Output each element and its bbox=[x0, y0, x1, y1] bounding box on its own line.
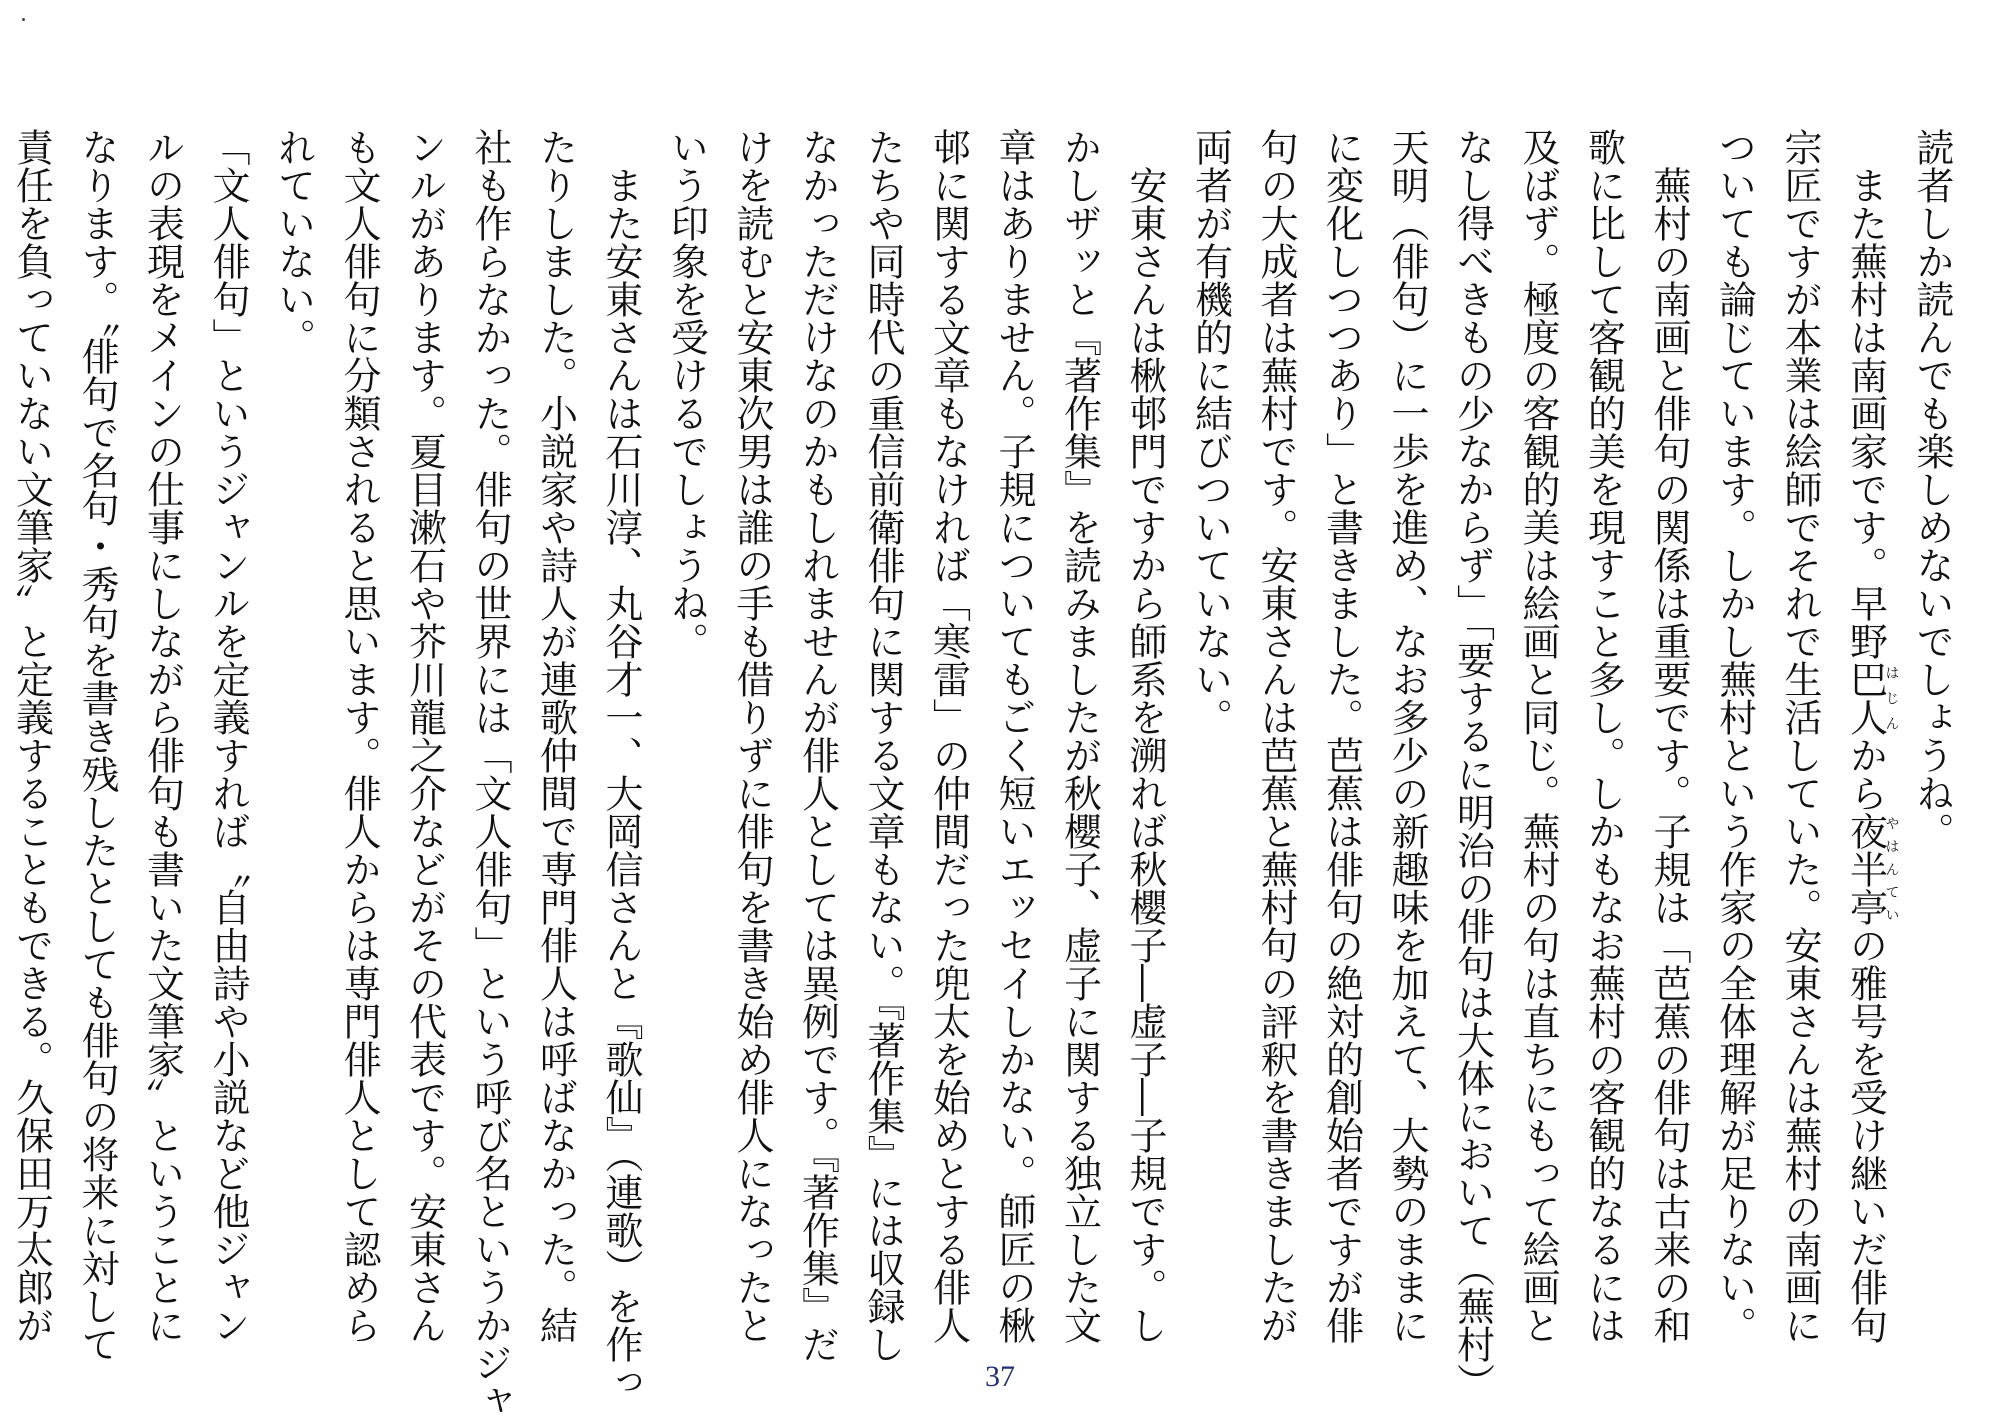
text-line-23: 社も作らなかった。俳句の世界には「文人俳句」という呼び名というかジャ bbox=[468, 128, 512, 1420]
text-line-13: 安東さんは楸邨門ですから師系を溯れば秋櫻子―虚子―子規です。し bbox=[1123, 128, 1167, 1344]
text-line-2 bbox=[1832, 128, 1900, 1344]
text-line-26: れていない。 bbox=[271, 128, 316, 356]
text-line-5: 蕪村の南画と俳句の関係は重要です。子規は「芭蕉の俳句は古来の和 bbox=[1647, 128, 1691, 1344]
text-line-3: 宗匠ですが本業は絵師でそれで生活していた。安東さんは蕪村の南画に bbox=[1778, 128, 1822, 1344]
text-line-16: 邨に関する文章もなければ「寒雷」の仲間だった兜太を始めとする俳人 bbox=[926, 128, 971, 1344]
text-line-21: また安東さんは石川淳、丸谷才一、大岡信さんと『歌仙』（連歌）を作っ bbox=[599, 128, 643, 1401]
text-line-4: ついても論じています。しかし蕪村という作家の全体理解が足りない。 bbox=[1712, 128, 1757, 1344]
text-line-10: に変化しつつあり」と書きました。芭蕉は俳句の絶対的創始者ですが俳 bbox=[1319, 128, 1364, 1344]
text-line-1: 読者しか読んでも楽しめないでしょうね。 bbox=[1910, 128, 1954, 850]
text-line-24: ンルがあります。夏目漱石や芥川龍之介などがその代表です。安東さん bbox=[402, 128, 447, 1344]
text-line-7: 及ばず。極度の客観的美は絵画と同じ。蕪村の句は直ちにもって絵画と bbox=[1516, 128, 1560, 1344]
corner-dot bbox=[22, 18, 25, 21]
text-line-11: 句の大成者は蕪村です。安東さんは芭蕉と蕪村句の評釈を書きましたが bbox=[1254, 128, 1298, 1344]
text-line-14: かしザッと『著作集』を読みましたが秋櫻子、虚子に関する独立した文 bbox=[1057, 128, 1102, 1344]
ruby-reading-hajin: はじん bbox=[1883, 660, 1900, 736]
text-segment: から bbox=[1843, 736, 1888, 812]
text-segment: また蕪村は南画家です。早野 bbox=[1843, 128, 1888, 660]
text-line-30: 責任を負っていない文筆家〟と定義することもできる。久保田万太郎が bbox=[9, 128, 54, 1344]
text-segment: の雅号を受け継いだ俳句 bbox=[1843, 926, 1888, 1344]
text-line-17: たちや同時代の重信前衛俳句に関する文章もない。『著作集』には収録し bbox=[861, 128, 905, 1363]
text-line-28: ルの表現をメインの仕事にしながら俳句も書いた文筆家〟ということに bbox=[140, 128, 185, 1344]
text-line-22: たりしました。小説家や詩人が連歌仲間で専門俳人は呼ばなかった。結 bbox=[533, 128, 578, 1344]
text-line-15: 章はありません。子規についてもごく短いエッセイしかない。師匠の楸 bbox=[992, 128, 1036, 1344]
text-line-27: 「文人俳句」というジャンルを定義すれば〝自由詩や小説など他ジャン bbox=[206, 128, 250, 1344]
text-line-19: けを読むと安東次男は誰の手も借りずに俳句を書き始め俳人になったと bbox=[730, 128, 774, 1344]
text-line-9: 天明（俳句）に一歩を進め、なお多少の新趣味を加えて、大勢のままに bbox=[1385, 128, 1429, 1344]
text-line-6: 歌に比して客観的美を現すこと多し。しかもなお蕪村の客観的なるには bbox=[1581, 128, 1626, 1344]
page-number: 37 bbox=[985, 1360, 1015, 1393]
text-line-20: いう印象を受けるでしょうね。 bbox=[664, 128, 709, 660]
ruby-reading-yahantei: やはんてい bbox=[1883, 812, 1900, 926]
ruby-hajin: 巴人はじん bbox=[1843, 660, 1900, 736]
text-line-29: なります。〝俳句で名句・秀句を書き残したとしても俳句の将来に対して bbox=[75, 128, 119, 1363]
text-line-12: 両者が有機的に結びついていない。 bbox=[1188, 128, 1233, 736]
text-line-8: なし得べきもの少なからず」「要するに明治の俳句は大体において（蕪村） bbox=[1450, 128, 1495, 1401]
ruby-yahantei: 夜半亭やはんてい bbox=[1843, 812, 1900, 926]
text-line-18: なかっただけなのかもしれませんが俳人としては異例です。『著作集』だ bbox=[795, 128, 840, 1363]
text-line-25: も文人俳句に分類されると思います。俳人からは専門俳人として認めら bbox=[337, 128, 381, 1344]
